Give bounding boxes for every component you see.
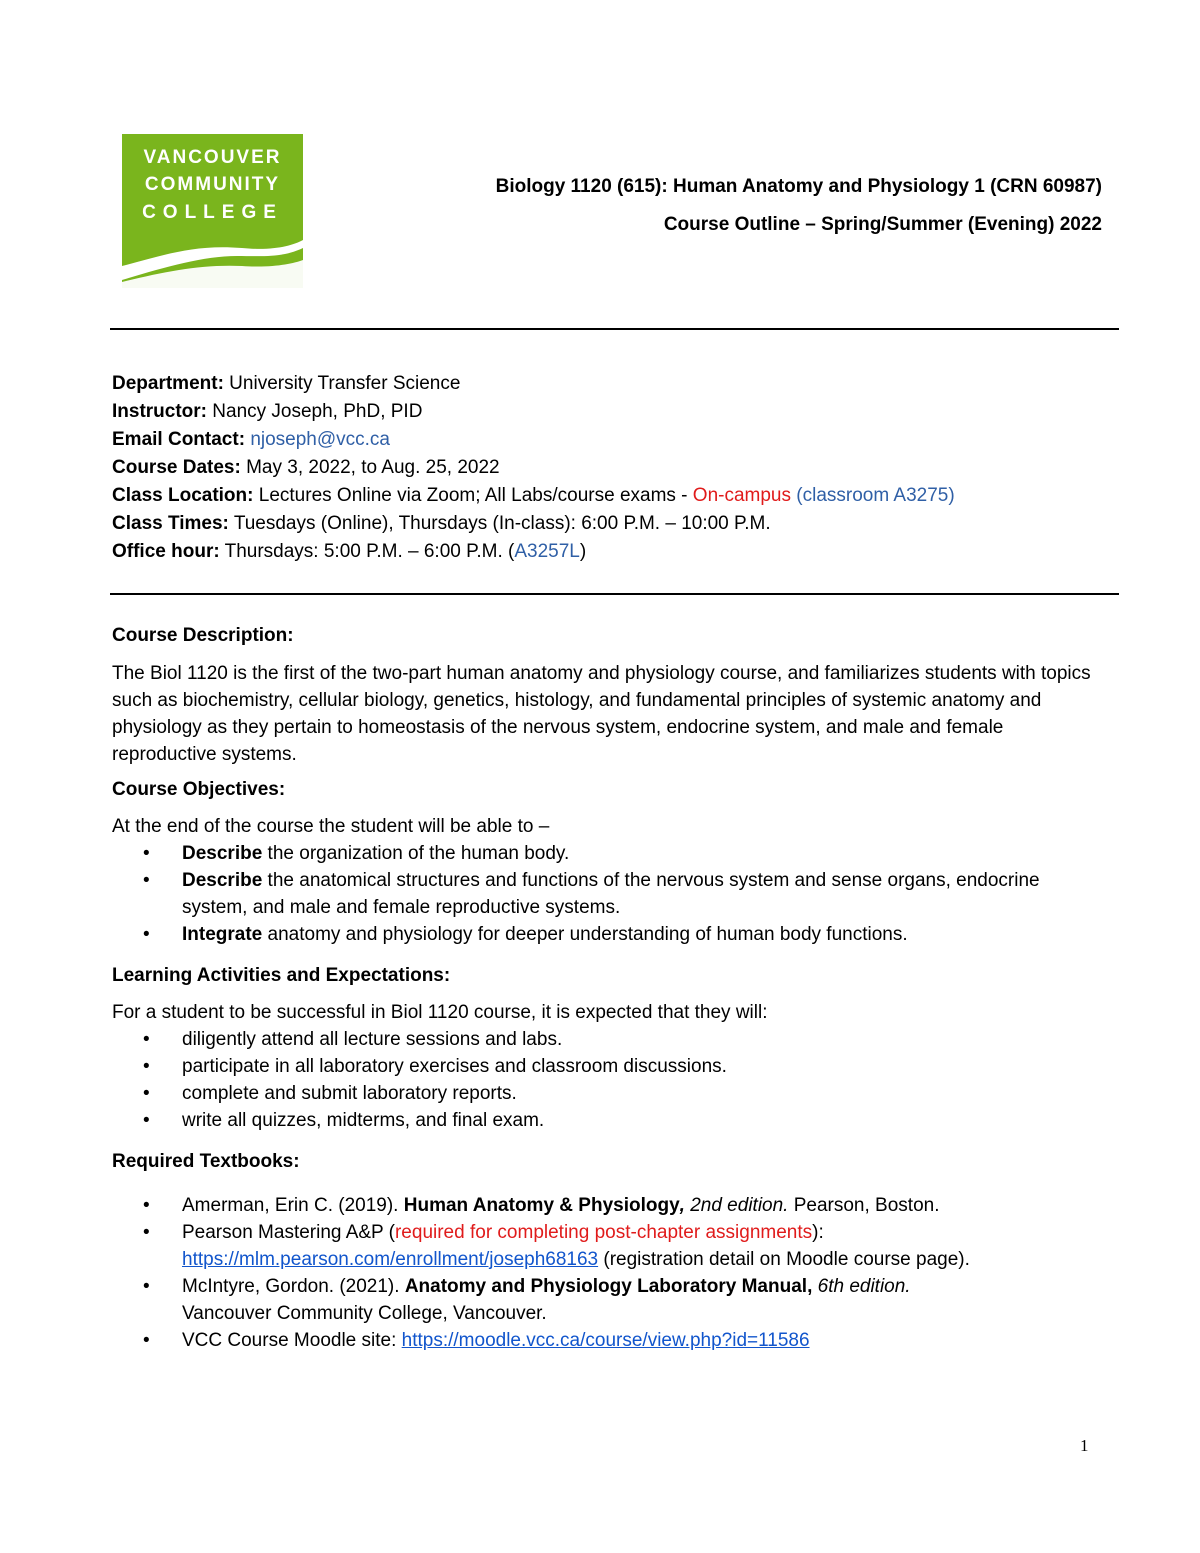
list-item [112,1192,1092,1219]
registration-note: (registration detail on Moodle course page). [598,1249,970,1270]
email-link[interactable]: njoseph@vcc.ca [250,429,391,450]
textbook-author: Amerman, Erin C. (2019). [182,1195,404,1216]
list-item [112,1219,1092,1273]
description-heading: Course Description: [112,625,294,646]
moodle-course-link[interactable]: https://moodle.vcc.ca/course/view.php?id=11586 [401,1330,810,1351]
bullet-icon: • [143,1056,150,1077]
description-text: The Biol 1120 is the first of the two-part human anatomy and physiology course, and familiarizes students with topics such as biochemistry, cellular biology, genetics, histology, and fundamental principles of systemic anatomy and physiology as they pertain to homeostasis of the nervous system, endocrine system, and male and female reproductive systems. [112,663,1091,765]
bullet-icon: • [143,1330,150,1351]
logo-line-1: VANCOUVER [143,147,282,168]
textbooks-heading: Required Textbooks: [112,1151,300,1172]
textbook-edition: 2nd edition. [684,1195,789,1216]
objectives-intro: At the end of the course the student will be able to – [112,816,550,837]
instructor-value: Nancy Joseph, PhD, PID [207,401,423,422]
objective-verb: Describe [182,870,263,891]
logo-wave-graphic [122,226,303,288]
objective-text: the anatomical structures and functions of the nervous system and sense organs, endocrine system, and male and female reproductive systems. [182,870,1040,918]
dates-row [112,454,955,482]
textbook-comma: , [679,1195,685,1216]
office-close: ) [579,541,587,562]
list-item [112,1107,1092,1134]
list-item [112,1327,1092,1354]
list-item [112,867,1092,921]
objectives-list [112,840,1092,948]
objectives-heading: Course Objectives: [112,779,286,800]
bullet-icon: • [143,1276,150,1297]
bullet-icon: • [143,870,150,891]
instructor-label: Instructor: [112,401,207,422]
lab-manual-comma: , [807,1276,813,1297]
outline-body [112,622,1092,1354]
location-row [112,482,955,510]
course-subtitle: Course Outline – Spring/Summer (Evening) 2022 [663,214,1102,235]
course-info [112,370,955,566]
office-row [112,538,955,566]
course-title: Biology 1120 (615): Human Anatomy and Physiology 1 (CRN 60987) [495,176,1102,197]
bullet-icon: • [143,924,150,945]
textbook-title: Human Anatomy & Physiology [403,1195,680,1216]
objective-verb: Integrate [182,924,263,945]
department-label: Department: [112,373,224,394]
page-number: 1 [1080,1436,1089,1455]
bullet-icon: • [143,843,150,864]
activity-text: participate in all laboratory exercises and classroom discussions. [182,1056,727,1077]
lab-manual-author: McIntyre, Gordon. (2021). [182,1276,405,1297]
mastering-required-note: required for completing post-chapter assignments [394,1222,813,1243]
location-label: Class Location: [112,485,254,506]
college-logo [122,134,303,288]
list-item [112,921,1092,948]
classroom-note: (classroom A3275) [791,485,955,506]
bullet-icon: • [143,1222,150,1243]
on-campus-note: On-campus [692,485,791,506]
divider-bottom [110,593,1119,595]
logo-line-3: COLLEGE [142,202,283,223]
department-row [112,370,955,398]
divider-top [110,328,1119,330]
list-item [112,1026,1092,1053]
bullet-icon: • [143,1110,150,1131]
times-row [112,510,955,538]
activities-heading: Learning Activities and Expectations: [112,965,451,986]
bullet-icon: • [143,1083,150,1104]
office-label: Office hour: [112,541,220,562]
activity-text: complete and submit laboratory reports. [182,1083,517,1104]
times-value: Tuesdays (Online), Thursdays (In-class): 6:00 P.M. – 10:00 P.M. [228,513,771,534]
logo-line-2: COMMUNITY [144,174,281,195]
email-row [112,426,955,454]
lab-manual-edition: 6th edition. [812,1276,911,1297]
list-item [112,1053,1092,1080]
moodle-label: VCC Course Moodle site: [182,1330,402,1351]
bullet-icon: • [143,1195,150,1216]
activities-intro: For a student to be successful in Biol 1120 course, it is expected that they will: [112,1002,768,1023]
list-item [112,1080,1092,1107]
list-item [112,1273,1092,1327]
activity-text: write all quizzes, midterms, and final exam. [182,1110,545,1131]
office-room: A3257L [514,541,580,562]
office-value: Thursdays: 5:00 P.M. – 6:00 P.M. ( [219,541,515,562]
textbooks-list [112,1192,1092,1354]
dates-value: May 3, 2022, to Aug. 25, 2022 [240,457,500,478]
pearson-enrollment-link[interactable]: https://mlm.pearson.com/enrollment/joseph68163 [182,1249,599,1270]
activity-text: diligently attend all lecture sessions and labs. [182,1029,563,1050]
email-label: Email Contact: [112,429,246,450]
times-label: Class Times: [112,513,229,534]
lab-manual-title: Anatomy and Physiology Laboratory Manual [404,1276,808,1297]
objective-text: the organization of the human body. [262,843,570,864]
bullet-icon: • [143,1029,150,1050]
department-value: University Transfer Science [223,373,461,394]
mastering-colon: ): [812,1222,824,1243]
mastering-label: Pearson Mastering A&P ( [182,1222,395,1243]
objective-verb: Describe [182,843,263,864]
lab-manual-publisher: Vancouver Community College, Vancouver. [182,1303,547,1324]
list-item [112,840,1092,867]
location-value: Lectures Online via Zoom; All Labs/course exams - [253,485,693,506]
activities-list [112,1026,1092,1134]
dates-label: Course Dates: [112,457,241,478]
textbook-publisher: Pearson, Boston. [788,1195,940,1216]
instructor-row [112,398,955,426]
objective-text: anatomy and physiology for deeper understanding of human body functions. [262,924,908,945]
